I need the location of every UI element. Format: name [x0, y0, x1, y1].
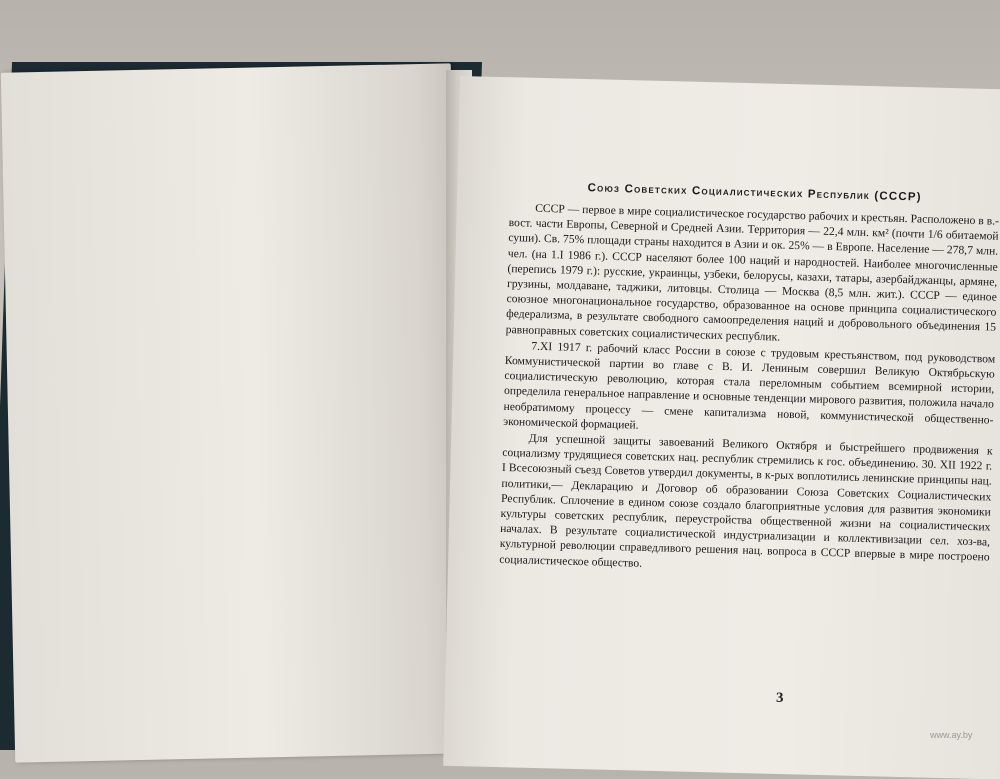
- page-number: 3: [776, 690, 784, 706]
- page-title: Союз Советских Социалистических Республик (СССР): [587, 182, 922, 204]
- paragraph: Для успешной защиты завоеваний Великого Октября и быстрейшего продвижения к социализму трудящиеся советских нац. республик стремились к гос. объединению. 30. XII 1922 г. I Всесоюзный съезд Советов утвердил документы, в к-рых воплотились ленинские принципы нац. политики,— Декларацию и Договор об образовании Союза Советских Социалистических Республик. Сплочение в едином союзе создало благоприятные условия для развития экономики культуры советских республик, переустройства общественной жизни на социалистических началах. В результате социалистической индустриализации и коллективизации сел. хоз-ва, культурной революции справедливого решения нац. вопроса в СССР впервые в мире построено социалистическое общество.: [499, 431, 993, 570]
- paragraph: 7.XI 1917 г. рабочий класс России в союзе с трудовым крестьянством, под руководством Коммунистической партии во главе с В. И. Лениным совершил Великую Октябрьскую социалистическую революцию, которая стала переломным событием всемирной истории, определила генеральное направление и основные тенденции мирового развития, положила начало необратимому процессу — смене капитализма новой, коммунистической общественно-экономической формацией.: [503, 339, 996, 432]
- site-watermark: www.ay.by: [930, 730, 973, 740]
- left-blank-page: [1, 63, 465, 762]
- page-text-block: [499, 178, 1000, 580]
- paragraph: СССР — первое в мире социалистическое государство рабочих и крестьян. Расположено в в.-вост. части Европы, Северной и Средней Азии. Территория — 22,4 млн. км² (почти 1/6 обитаемой суши). Св. 75% площади страны находится в Азии и ок. 25% — в Европе. Население — 278,7 млн. чел. (на 1.I 1986 г.). СССР населяют более 100 наций и народностей. Наиболее многочисленные (перепись 1979 г.): русские, украинцы, узбеки, белорусы, казахи, татары, азербайджанцы, армяне, грузины, молдаване, таджики, литовцы. Столица — Москва (8,5 млн. жит.). СССР — единое союзное многонациональное государство, образованное на основе принципа социалистического федерализма, в результате свободного самоопределения наций и добровольного объединения 15 равноправных советских социалистических республик.: [505, 201, 1000, 344]
